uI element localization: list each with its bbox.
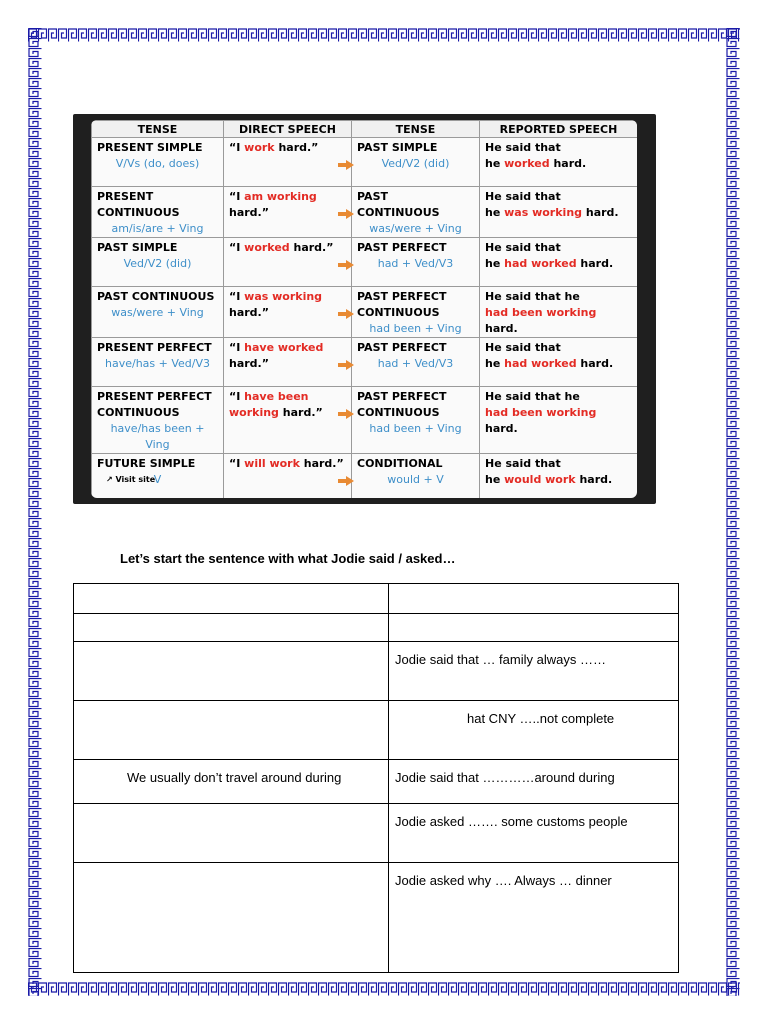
exercise-direct-cell[interactable]: [74, 584, 389, 614]
arrow-icon: [346, 160, 354, 170]
tense-name: PAST PERFECT CONTINUOUS: [357, 290, 447, 319]
tense-row: [92, 187, 638, 238]
tense-name: PRESENT SIMPLE: [97, 141, 203, 154]
arrow-icon: [346, 309, 354, 319]
page-border-left: [28, 28, 42, 996]
tense-formula: Ved/V2 (did): [381, 157, 450, 170]
exercise-row: [74, 760, 679, 804]
exercise-row: [74, 614, 679, 642]
tense-row: [92, 454, 638, 499]
reported-speech-cell: He said that he was working hard.: [480, 187, 638, 238]
tense-cell: [92, 454, 224, 499]
reported-speech-cell: He said that he worked hard.: [480, 138, 638, 187]
tense-formula: V: [153, 473, 162, 486]
exercise-direct-cell[interactable]: [74, 642, 389, 701]
tense-formula: was/were + Ving: [111, 306, 204, 319]
arrow-icon: [346, 409, 354, 419]
exercise-reported-cell[interactable]: Jodie asked ……. some customs people: [389, 804, 679, 863]
tense-row: [92, 387, 638, 454]
tense-cell: [92, 338, 224, 387]
tense-formula: am/is/are + Ving: [111, 222, 204, 235]
reported-tense-cell: [352, 338, 480, 387]
reported-speech-cell: He said that he had been working hard.: [480, 387, 638, 454]
tense-name: PAST CONTINUOUS: [97, 290, 215, 303]
tense-name: PAST PERFECT CONTINUOUS: [357, 390, 447, 419]
exercise-row: [74, 584, 679, 614]
exercise-direct-cell[interactable]: [74, 863, 389, 973]
exercise-row: [74, 804, 679, 863]
exercise-direct-cell[interactable]: [74, 701, 389, 760]
tense-formula: would + V: [387, 473, 444, 486]
page-border-top: [28, 28, 740, 42]
exercise-reported-cell[interactable]: Jodie said that …………around during: [389, 760, 679, 804]
arrow-icon: [346, 476, 354, 486]
tense-cell: [92, 138, 224, 187]
exercise-reported-cell[interactable]: Jodie said that … family always ……: [389, 642, 679, 701]
reported-speech-cell: He said that he had worked hard.: [480, 338, 638, 387]
tense-name: PAST PERFECT: [357, 341, 447, 354]
exercise-table: [73, 583, 679, 973]
page-border-bottom: [28, 982, 740, 996]
tense-formula: Ved/V2 (did): [123, 257, 192, 270]
arrow-icon: [346, 360, 354, 370]
tense-name: CONDITIONAL: [357, 457, 443, 470]
exercise-reported-cell[interactable]: [389, 614, 679, 642]
tense-name: PAST PERFECT: [357, 241, 447, 254]
header-reported-speech: REPORTED SPEECH: [480, 121, 638, 138]
tense-formula: had + Ved/V3: [377, 357, 454, 370]
tense-cell: [92, 187, 224, 238]
direct-speech-cell: “I will work hard.”: [224, 454, 352, 499]
exercise-reported-cell[interactable]: hat CNY …..not complete: [389, 701, 679, 760]
tense-name: PAST SIMPLE: [97, 241, 178, 254]
direct-speech-cell: “I have been working hard.”: [224, 387, 352, 454]
tense-name: PRESENT PERFECT CONTINUOUS: [97, 390, 212, 419]
exercise-direct-cell[interactable]: [74, 804, 389, 863]
arrow-icon: [346, 260, 354, 270]
tense-name: PAST SIMPLE: [357, 141, 438, 154]
tense-row: [92, 287, 638, 338]
exercise-direct-cell[interactable]: We usually don’t travel around during: [74, 760, 389, 804]
tense-cell: [92, 387, 224, 454]
exercise-reported-cell[interactable]: [389, 584, 679, 614]
tense-cell: [92, 238, 224, 287]
tense-row: [92, 338, 638, 387]
tense-row: [92, 138, 638, 187]
header-tense-reported: TENSE: [352, 121, 480, 138]
tense-formula: have/has + Ved/V3: [105, 357, 210, 370]
reported-tense-cell: [352, 138, 480, 187]
header-tense: TENSE: [92, 121, 224, 138]
header-direct-speech: DIRECT SPEECH: [224, 121, 352, 138]
tense-name: PRESENT PERFECT: [97, 341, 212, 354]
direct-speech-cell: “I have worked hard.”: [224, 338, 352, 387]
tense-table: [91, 120, 637, 498]
reported-speech-cell: He said that he had been working hard.: [480, 287, 638, 338]
visit-site-link[interactable]: ↗ Visit site: [106, 475, 156, 484]
exercise-reported-cell[interactable]: Jodie asked why …. Always … dinner: [389, 863, 679, 973]
tense-cell: [92, 287, 224, 338]
exercise-prompt: Let’s start the sentence with what Jodie said / asked…: [120, 551, 456, 566]
exercise-row: [74, 701, 679, 760]
reported-speech-cell: He said that he had worked hard.: [480, 238, 638, 287]
reported-tense-cell: [352, 287, 480, 338]
arrow-icon: [346, 209, 354, 219]
reported-tense-cell: [352, 454, 480, 499]
reported-speech-cell: He said that he would work hard.: [480, 454, 638, 499]
tense-formula: had been + Ving: [369, 322, 462, 335]
tense-formula: had + Ved/V3: [377, 257, 454, 270]
tense-formula: have/has been + Ving: [110, 422, 205, 451]
reported-tense-cell: [352, 238, 480, 287]
tense-formula: V/Vs (do, does): [115, 157, 200, 170]
tense-chart-image: [73, 114, 656, 504]
reported-tense-cell: [352, 187, 480, 238]
direct-speech-cell: “I am working hard.”: [224, 187, 352, 238]
tense-name: FUTURE SIMPLE: [97, 457, 196, 470]
reported-tense-cell: [352, 387, 480, 454]
direct-speech-cell: “I was working hard.”: [224, 287, 352, 338]
exercise-row: [74, 863, 679, 973]
exercise-direct-cell[interactable]: [74, 614, 389, 642]
tense-row: [92, 238, 638, 287]
direct-speech-cell: “I work hard.”: [224, 138, 352, 187]
tense-formula: was/were + Ving: [369, 222, 462, 235]
tense-name: PRESENT CONTINUOUS: [97, 190, 180, 219]
tense-name: PAST CONTINUOUS: [357, 190, 440, 219]
direct-speech-cell: “I worked hard.”: [224, 238, 352, 287]
tense-formula: had been + Ving: [369, 422, 462, 435]
page-border-right: [726, 28, 740, 996]
exercise-row: [74, 642, 679, 701]
